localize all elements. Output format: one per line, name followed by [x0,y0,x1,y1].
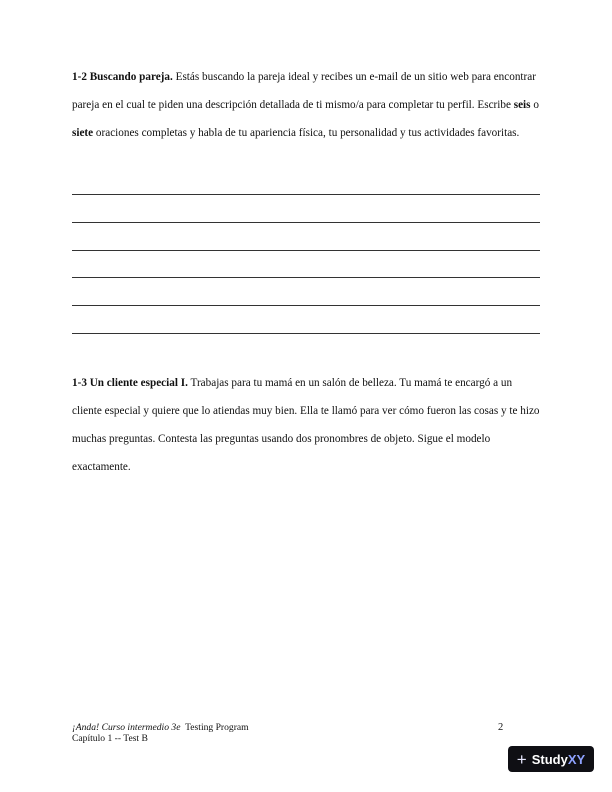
footer-line-1 [72,722,249,733]
answer-line[interactable] [72,222,540,223]
page-number: 2 [498,722,504,733]
section-1-2-paragraph [72,63,542,147]
badge-brand-b: XY [567,751,586,767]
answer-line[interactable] [72,305,540,306]
badge-brand-a: Study [531,751,568,767]
section-1-2-text-a: Estás buscando la pareja ideal y recibes un e-mail de un sitio web para encontrar pareja en el cual te piden una descripción detallada de ti mismo/a para completar tu perfil. Escribe [72,71,536,111]
bold-seis: seis [513,99,531,111]
answer-line[interactable] [72,333,540,334]
section-1-2-text-c: oraciones completas y habla de tu apariencia física, tu personalidad y tus actividades favoritas. [93,127,520,139]
footer-book-title: ¡Anda! Curso intermedio 3e [72,722,181,733]
section-1-3-title: 1-3 Un cliente especial I. [72,377,188,389]
section-1-2-title: 1-2 Buscando pareja. [72,71,173,83]
page-footer [72,722,249,744]
section-1-3-text: Trabajas para tu mamá en un salón de belleza. Tu mamá te encargó a un cliente especial y quiere que lo atiendas muy bien. Ella te llamó para ver cómo fueron las cosas y te hizo muchas preguntas. Contesta las preguntas usando dos pronombres de objeto. Sigue el modelo exactamente. [72,377,540,473]
studyxy-badge[interactable] [508,746,594,772]
section-1-2-text-b: o [530,99,539,111]
answer-line[interactable] [72,194,540,195]
bold-siete: siete [72,127,94,139]
plus-icon: + [516,749,527,769]
badge-brand [532,752,585,767]
section-1-3-paragraph [72,369,542,481]
answer-line[interactable] [72,277,540,278]
footer-program: Testing Program [180,722,249,733]
footer-chapter: Capítulo 1 -- Test B [72,733,148,744]
answer-line[interactable] [72,250,540,251]
